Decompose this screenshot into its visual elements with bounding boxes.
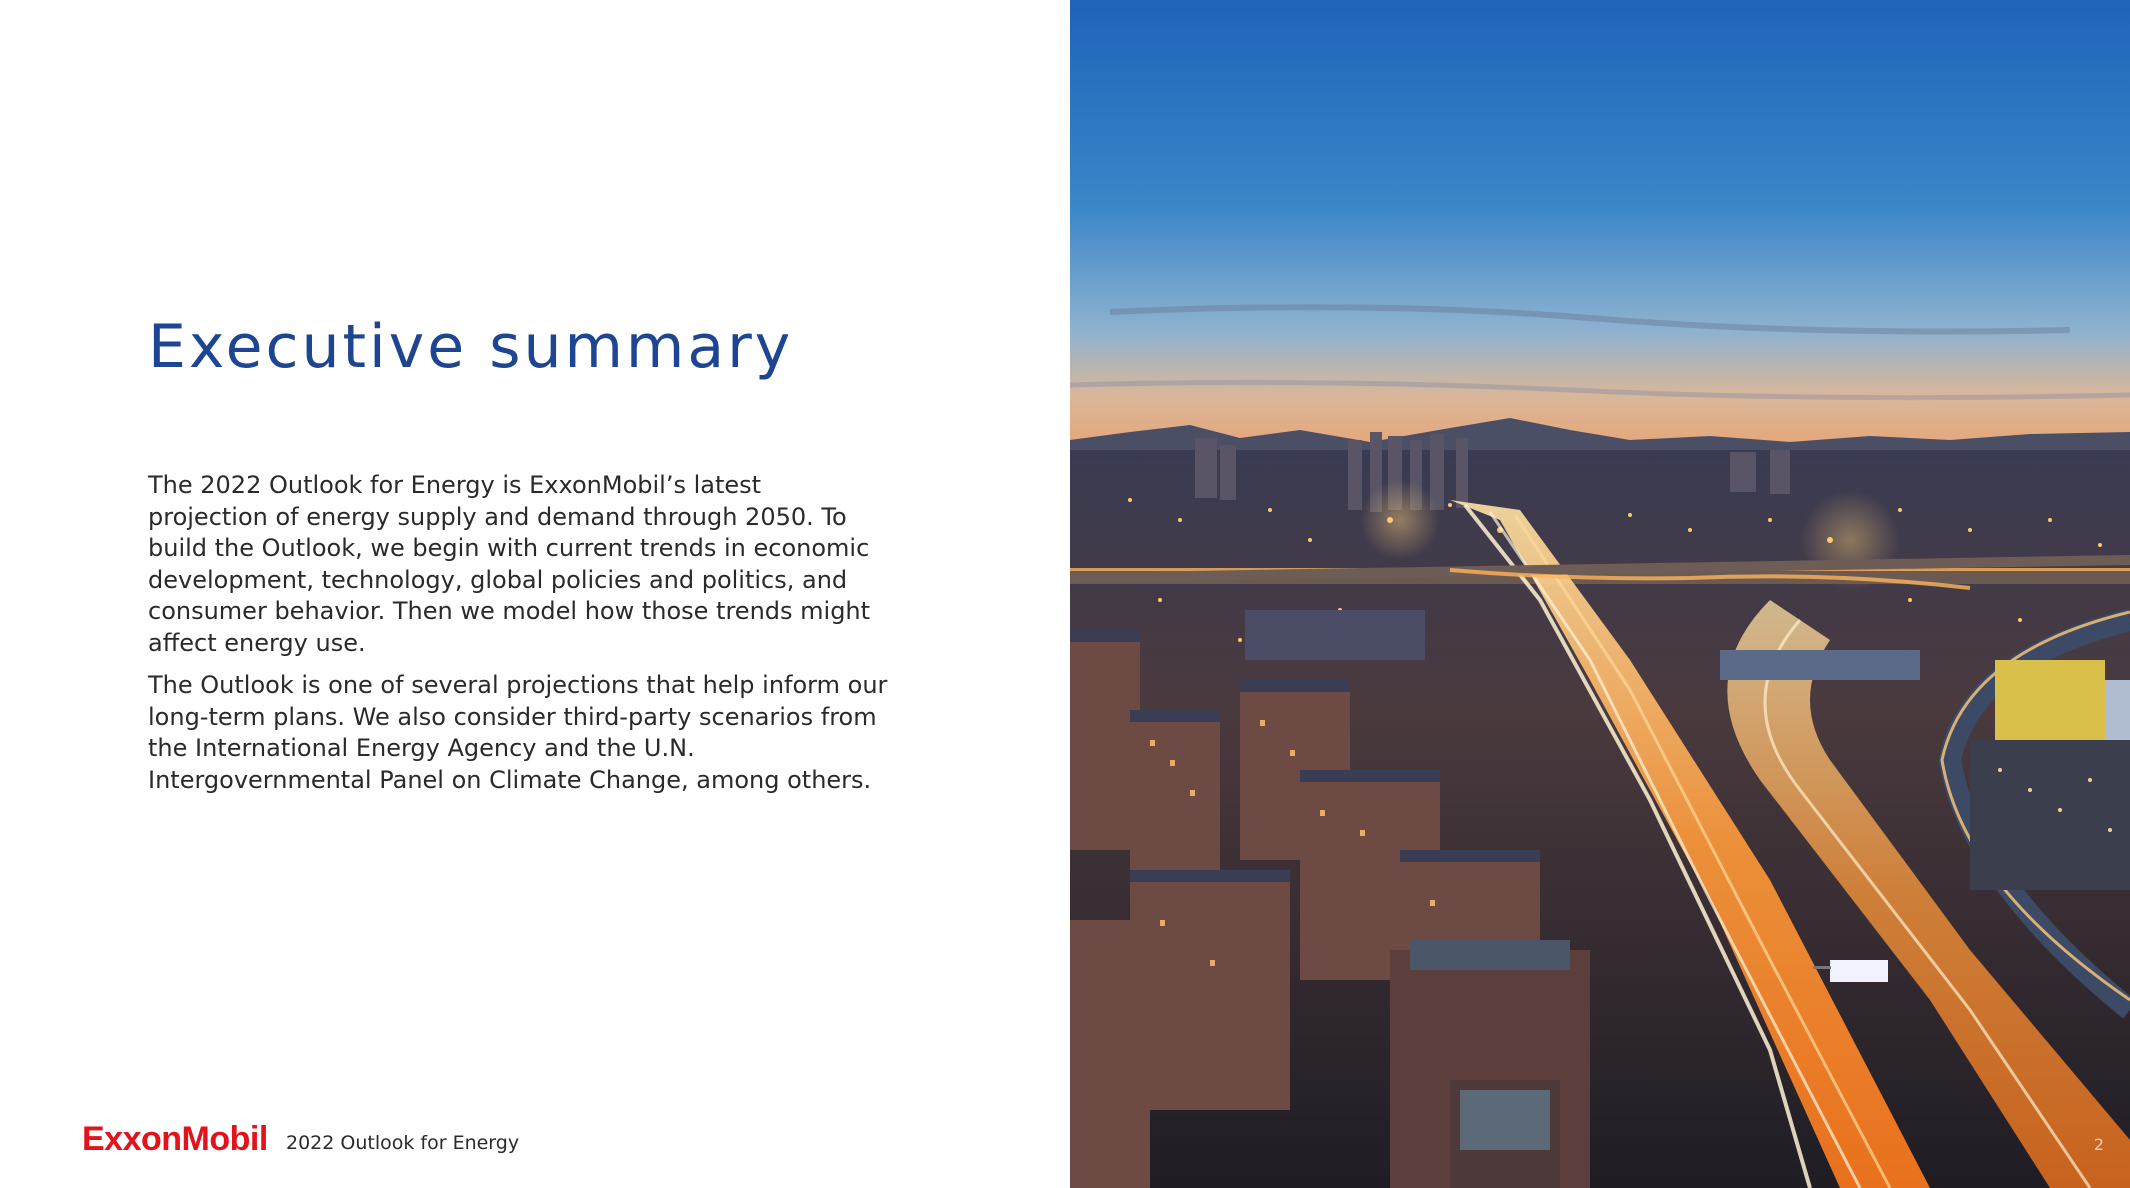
summary-paragraph-1: The 2022 Outlook for Energy is ExxonMobil’s latest projection of energy supply and demand through 2050. To build the Outlook, we begin with current trends in economic development, technology, global policies and politics, and consumer behavior. Then we model how those trends might affect energy use.: [148, 471, 871, 657]
publication-title: 2022 Outlook for Energy: [286, 1132, 520, 1154]
page-title: Executive summary: [148, 312, 794, 382]
summary-paragraph-2: The Outlook is one of several projections that help inform our long-term plans. We also consider third-party scenarios from the International Energy Agency and the U.N. Intergovernmental Panel on Climate Change, among others.: [148, 671, 888, 794]
city-photo-illustration: [1070, 0, 2130, 1188]
city-highway-night-photo: [1070, 0, 2130, 1188]
page-number: 2: [2093, 1135, 2104, 1154]
summary-body: [148, 470, 888, 807]
exxonmobil-logo: ExxonMobil: [82, 1120, 268, 1158]
